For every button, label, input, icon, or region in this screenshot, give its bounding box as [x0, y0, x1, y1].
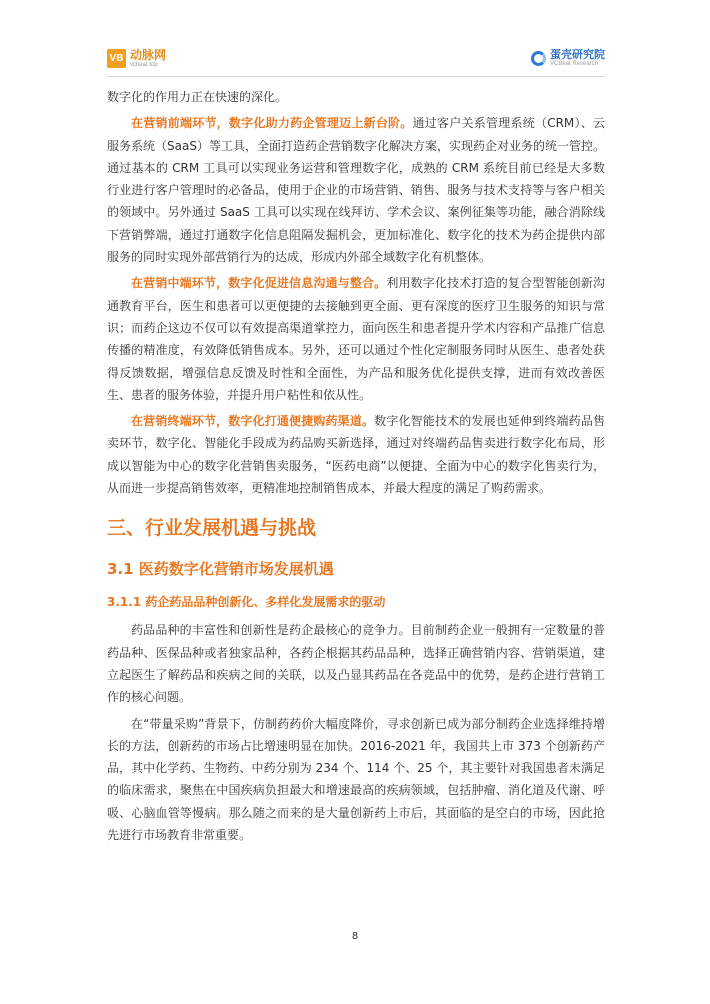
header-divider [107, 76, 605, 77]
highlight-frontend: 在营销前端环节，数字化助力药企管理迈上新台阶。 [131, 116, 413, 131]
page-number: 8 [351, 931, 359, 942]
paragraph-innovation: 在“带量采购”背景下，仿制药药价大幅度降价，寻求创新已成为部分制药企业选择维持增长的方法，创新药的市场占比增速明显在加快。2016-2021 年，我国共上市 373 个创新药产品，其中化学药、生物药、中药分别为 234 个、114 个、25 个，其主要针对我国患者未满足的临床需求，聚焦在中国疾病负担最大和增速最高的疾病领域，包括肿瘤、消化道及代谢、呼吸、心脑血管等慢病。那么随之而来的是大量创新药上市后，其面临的是空白的市场，因此抢先进行市场教育非常重要。 [107, 716, 605, 843]
page-content [107, 86, 605, 846]
paragraph-variety: 药品品种的丰富性和创新性是药企最核心的竞争力。目前制药企业一般拥有一定数量的普药品种、医保品种或者独家品种，各药企根据其药品品种，选择正确营销内容、营销渠道，建立起医生了解药品和疾病之间的关联，以及凸显其药品在各竞品中的优势，是药企进行营销工作的核心问题。 [107, 623, 605, 705]
vcbeat-logo-url: vcbeat.top [130, 62, 158, 68]
highlight-midend: 在营销中端环节，数字化促进信息沟通与整合。 [131, 276, 387, 291]
paragraph-frontend [107, 112, 605, 268]
subsubsection-heading: 3.1.1 药企药品品种创新化、多样化发展需求的驱动 [107, 595, 386, 610]
page-header [0, 0, 710, 80]
paragraph-intro: 数字化的作用力正在快速的深化。 [107, 90, 288, 104]
highlight-terminal: 在营销终端环节，数字化打通便捷购药渠道。 [131, 414, 375, 429]
vcbeat-logo [107, 49, 166, 68]
research-logo-sub: VCBeat Research [550, 61, 599, 67]
text-frontend: 通过客户关系管理系统（CRM）、云服务系统（SaaS）等工具，全面打造药企营销数字化解决方案，实现药企对业务的统一管控。通过基本的 CRM 工具可以实现业务运营和管理数字化，成熟的 CRM 系统目前已经是大多数行业进行客户管理时的必备品，使用于企业的市场营销、销售、服务与技术支持等与客户相关的领域中。另外通过 SaaS 工具可以实现在线拜访、学术会议、案例征集等功能，融合消除线下营销弊端，通过打通数字化信息阻隔发掘机会，更加标准化、数字化的技术为药企提供内部服务的同时实现外部营销行为的达成，形成内外部全域数字化有机整体。 [107, 116, 605, 265]
paragraph-midend [107, 272, 605, 406]
paragraph-terminal [107, 410, 605, 499]
vcbeat-logo-icon: VB [107, 49, 126, 68]
text-terminal: 数字化智能技术的发展也延伸到终端药品售卖环节，数字化、智能化手段成为药品购买新选择，通过对终端药品售卖进行数字化布局，形成以智能为中心的数字化营销售卖服务，“医药电商”以便捷、全面为中心的数字化售卖行为，从而进一步提高销售效率，更精准地控制销售成本，并最大程度的满足了购药需求。 [107, 414, 605, 496]
subsection-heading: 3.1 医药数字化营销市场发展机遇 [107, 560, 334, 579]
text-midend: 利用数字化技术打造的复合型智能创新沟通教育平台，医生和患者可以更便捷的去接触到更全面、更有深度的医疗卫生服务的知识与常识；而药企这边不仅可以有效提高渠道掌控力，面向医生和患者提升学术内容和产品推广信息传播的精准度，有效降低销售成本。另外，还可以通过个性化定制服务同时从医生、患者处获得反馈数据，增强信息反馈及时性和全面性，为产品和服务优化提供支撑，进而有效改善医生、患者的服务体验，并提升用户粘性和依从性。 [107, 276, 605, 402]
vcbeat-research-logo [531, 49, 605, 67]
research-logo-name: 蛋壳研究院 [550, 48, 605, 61]
vcbeat-logo-name: 动脉网 [130, 48, 167, 62]
eggshell-circle-icon [531, 51, 546, 66]
section-heading: 三、行业发展机遇与挑战 [107, 517, 317, 540]
